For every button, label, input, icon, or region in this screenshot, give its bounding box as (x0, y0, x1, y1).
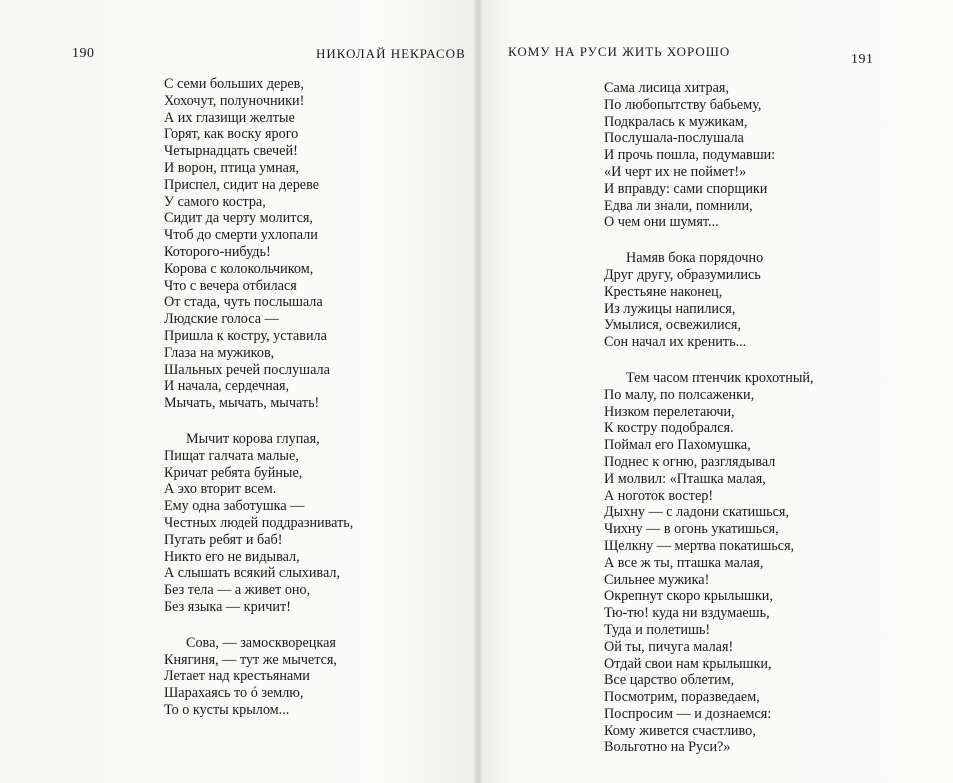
verse-line: По малу, по полсаженки, (604, 386, 755, 403)
verse-line: Мычать, мычать, мычать! (164, 395, 320, 412)
verse-line: Дыхну — с ладони скатишься, (604, 504, 789, 521)
verse-line: Тем часом птенчик крохотный, (626, 369, 814, 386)
verse-line: Чихну — в огонь укатишься, (604, 521, 779, 538)
verse-line: Сидит да черту молится, (164, 210, 313, 227)
verse-line: Тю-тю! куда ни вздумаешь, (604, 605, 770, 622)
verse-line: И ворон, птица умная, (164, 159, 300, 176)
verse-line: Княгиня, — тут же мычется, (164, 651, 337, 668)
book-gutter (474, 0, 482, 783)
verse-line: А все ж ты, пташка малая, (604, 554, 764, 571)
verse-line: Приспел, сидит на дереве (164, 176, 319, 193)
verse-line: Вольготно на Руси?» (604, 739, 731, 756)
verse-line: Мычит корова глупая, (186, 430, 320, 447)
verse-line: И прочь пошла, подумавши: (604, 147, 776, 164)
right-page (478, 0, 953, 783)
page-number-right: 191 (851, 52, 874, 67)
verse-line: Пришла к костру, уставила (164, 327, 327, 344)
verse-line: Окрепнут скоро крылышки, (604, 588, 773, 605)
verse-line: А ноготок востер! (604, 487, 714, 504)
verse-line: Корова с колокольчиком, (164, 260, 314, 277)
verse-line: Послушала-послушала (604, 130, 744, 147)
verse-line: С семи больших дерев, (164, 76, 304, 92)
verse-line: Пищат галчата малые, (164, 447, 299, 464)
verse-line: Шарахаясь то ó землю, (164, 685, 304, 702)
verse-line: И вправду: сами спорщики (604, 180, 768, 197)
verse-column-left (164, 76, 353, 738)
verse-line: Щелкну — мертва покатишься, (604, 537, 795, 554)
verse-line: Едва ли знали, помнили, (604, 197, 753, 214)
verse-line: Сильнее мужика! (604, 571, 710, 588)
verse-line: Ой ты, пичуга малая! (604, 638, 734, 655)
verse-line: Туда и полетишь! (604, 621, 711, 638)
verse-line: Поспросим — и дознаемся: (604, 705, 772, 722)
verse-line: И молвил: «Пташка малая, (604, 470, 766, 487)
verse-line: Кому живется счастливо, (604, 722, 756, 739)
verse-line: То о кусты крылом... (164, 701, 290, 718)
verse-line: Поднес к огню, разглядывал (604, 453, 776, 470)
verse-line: Сама лисица хитрая, (604, 80, 730, 96)
verse-line: Сон начал их кренить... (604, 334, 747, 351)
verse-line: Друг другу, образумились (604, 266, 761, 283)
verse-line: Умылися, освежилися, (604, 317, 741, 334)
verse-line: Кричат ребята буйные, (164, 464, 303, 481)
verse-line: Горят, как воску ярого (164, 126, 299, 143)
verse-line: Поймал его Пахомушка, (604, 437, 751, 454)
verse-line: Которого-нибудь! (164, 243, 271, 260)
running-head-author: НИКОЛАЙ НЕКРАСОВ (316, 46, 466, 61)
verse-line: Сова, — замоскворецкая (186, 634, 336, 651)
verse-line: Никто его не видывал, (164, 548, 300, 565)
verse-line: По любопытству бабьему, (604, 96, 762, 113)
running-head-title: КОМУ НА РУСИ ЖИТЬ ХОРОШО (508, 44, 731, 59)
verse-line: Без тела — а живет оно, (164, 582, 311, 599)
verse-line: Из лужицы напилися, (604, 300, 736, 317)
verse-line: Хохочут, полуночники! (164, 92, 305, 109)
verse-line: Посмотрим, поразведаем, (604, 689, 760, 706)
verse-line: Намяв бока порядочно (626, 250, 764, 267)
verse-line: Пугать ребят и баб! (164, 531, 283, 548)
verse-line: Крестьяне наконец, (604, 283, 723, 300)
stanza (164, 431, 353, 616)
verse-line: А эхо вторит всем. (164, 481, 277, 498)
verse-line: И начала, сердечная, (164, 378, 290, 395)
page-number-left: 190 (72, 46, 95, 61)
verse-line: Честных людей поддразнивать, (164, 514, 354, 531)
stanza (604, 80, 814, 231)
verse-line: О чем они шумят... (604, 214, 719, 231)
verse-line: А слышать всякий слыхивал, (164, 565, 340, 582)
stanza (164, 635, 353, 719)
stanza (604, 370, 814, 756)
verse-line: К костру подобрался. (604, 420, 734, 437)
verse-line: Четырнадцать свечей! (164, 143, 298, 160)
verse-line: Ему одна заботушка — (164, 498, 305, 515)
verse-line: А их глазищи желтые (164, 109, 295, 126)
verse-line: Что с вечера отбилася (164, 277, 297, 294)
verse-line: «И черт их не поймет!» (604, 163, 747, 180)
verse-line: Подкралась к мужикам, (604, 113, 748, 130)
verse-line: Глаза на мужиков, (164, 344, 275, 361)
verse-line: Все царство облетим, (604, 672, 735, 689)
stanza (164, 76, 353, 412)
verse-line: Без языка — кричит! (164, 598, 291, 615)
verse-line: Чтоб до смерти ухлопали (164, 227, 318, 244)
stanza (604, 250, 814, 351)
verse-line: От стада, чуть послышала (164, 294, 323, 311)
verse-line: Летает над крестьянами (164, 668, 310, 685)
verse-line: Низком перелетаючи, (604, 403, 735, 420)
verse-column-right (604, 80, 814, 775)
verse-line: У самого костра, (164, 193, 266, 210)
verse-line: Отдай свои нам крылышки, (604, 655, 772, 672)
verse-line: Шальных речей послушала (164, 361, 330, 378)
verse-line: Людские голоса — (164, 311, 279, 328)
